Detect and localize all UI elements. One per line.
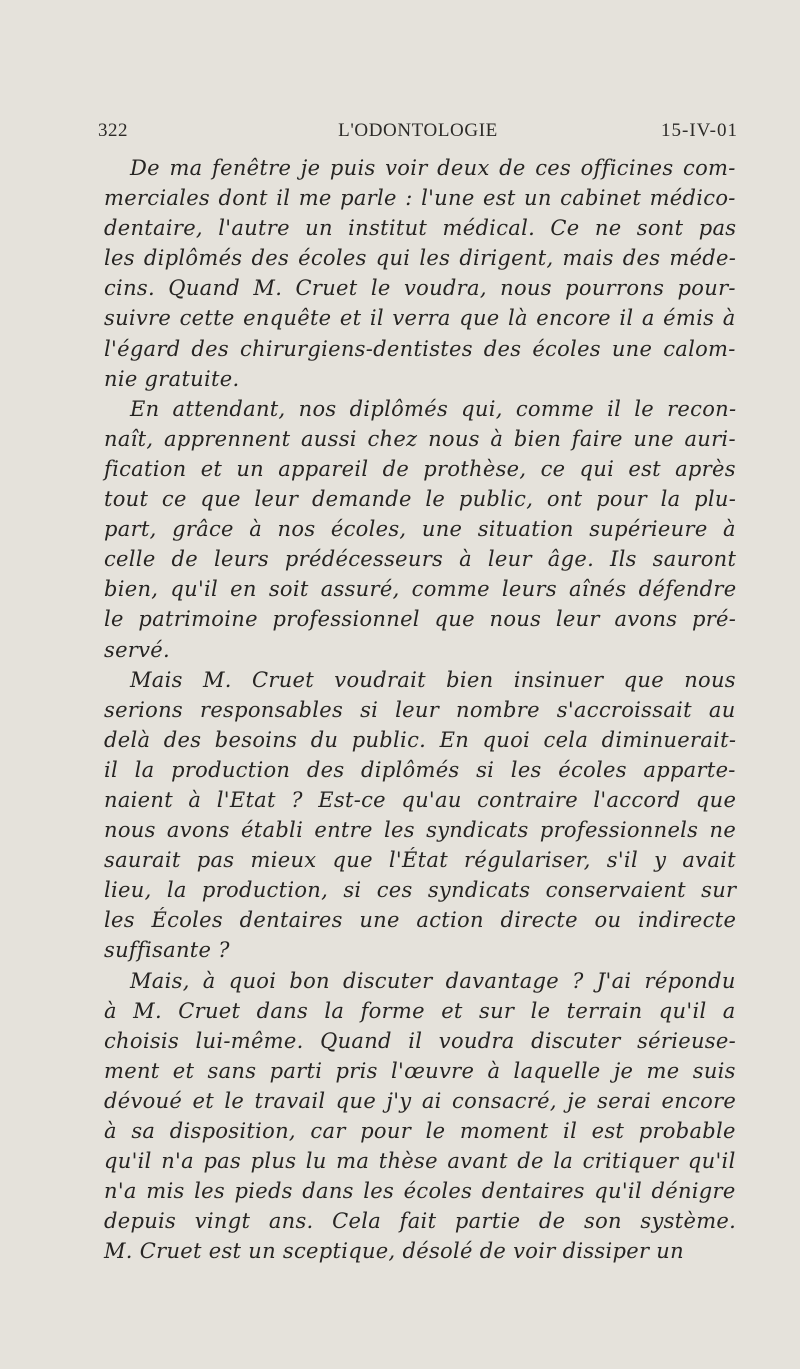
text-line: l'égard des chirurgiens-dentistes des écoles une calom-	[104, 336, 736, 361]
text-line: nie gratuite.	[104, 366, 240, 391]
text-line: serions responsables si leur nombre s'accroissait au	[104, 697, 736, 722]
text-line: merciales dont il me parle : l'une est un cabinet médico-	[104, 186, 736, 211]
text-line: ment et sans parti pris l'œuvre à laquelle je me suis	[104, 1058, 736, 1083]
text-line: bien, qu'il en soit assuré, comme leurs aînés défendre	[104, 577, 737, 602]
text-line: dévoué et le travail que j'y ai consacré, je serai encore	[104, 1088, 737, 1113]
text-line: les diplômés des écoles qui les dirigent, mais des méde-	[104, 246, 737, 271]
text-line: cins. Quand M. Cruet le voudra, nous pourrons pour-	[104, 276, 736, 301]
text-line: tout ce que leur demande le public, ont pour la plu-	[104, 487, 737, 512]
text-line: les Écoles dentaires une action directe ou indirecte	[104, 908, 737, 933]
text-line: n'a mis les pieds dans les écoles dentaires qu'il dénigre	[104, 1179, 736, 1204]
text-line: Mais M. Cruet voudrait bien insinuer que nous	[130, 667, 736, 692]
text-line: lieu, la production, si ces syndicats conservaient sur	[104, 878, 737, 903]
text-line: saurait pas mieux que l'État régulariser, s'il y avait	[104, 848, 736, 873]
text-line: suffisante ?	[104, 938, 230, 963]
issue-date: 15-IV-01	[661, 120, 738, 141]
text-line: suivre cette enquête et il verra que là encore il a émis à	[104, 306, 736, 331]
text-line: depuis vingt ans. Cela fait partie de son système.	[104, 1209, 737, 1234]
journal-title: L'ODONTOLOGIE	[338, 120, 498, 141]
text-line: M. Cruet est un sceptique, désolé de voir dissiper un	[104, 1239, 684, 1264]
text-line: à sa disposition, car pour le moment il est probable	[104, 1119, 736, 1143]
text-line: celle de leurs prédécesseurs à leur âge. Ils sauront	[104, 547, 737, 572]
page-header	[98, 120, 738, 148]
text-line: naient à l'Etat ? Est-ce qu'au contraire l'accord que	[104, 787, 737, 812]
text-line: dentaire, l'autre un institut médical. Ce ne sont pas	[104, 216, 737, 241]
text-line: naît, apprennent aussi chez nous à bien faire une auri-	[104, 426, 736, 451]
text-line: delà des besoins du public. En quoi cela diminuerait-	[104, 727, 737, 752]
text-line: choisis lui-même. Quand il voudra discuter sérieuse-	[104, 1028, 737, 1053]
text-line: Mais, à quoi bon discuter davantage ? J'ai répondu	[130, 968, 736, 993]
text-line: nous avons établi entre les syndicats professionnels ne	[104, 818, 737, 843]
text-line: fication et un appareil de prothèse, ce qui est après	[104, 456, 736, 481]
text-line: il la production des diplômés si les écoles apparte-	[104, 757, 736, 782]
text-line: servé.	[104, 637, 171, 662]
text-line: part, grâce à nos écoles, une situation supérieure à	[104, 517, 736, 542]
text-line: à M. Cruet dans la forme et sur le terrain qu'il a	[104, 998, 736, 1023]
text-line: De ma fenêtre je puis voir deux de ces officines com-	[130, 156, 736, 180]
text-line: En attendant, nos diplômés qui, comme il le recon-	[130, 396, 737, 421]
text-line: le patrimoine professionnel que nous leur avons pré-	[104, 607, 737, 632]
page-number: 322	[98, 120, 128, 141]
text-line: qu'il n'a pas plus lu ma thèse avant de la critiquer qu'il	[104, 1149, 736, 1174]
body-text	[104, 153, 740, 1266]
